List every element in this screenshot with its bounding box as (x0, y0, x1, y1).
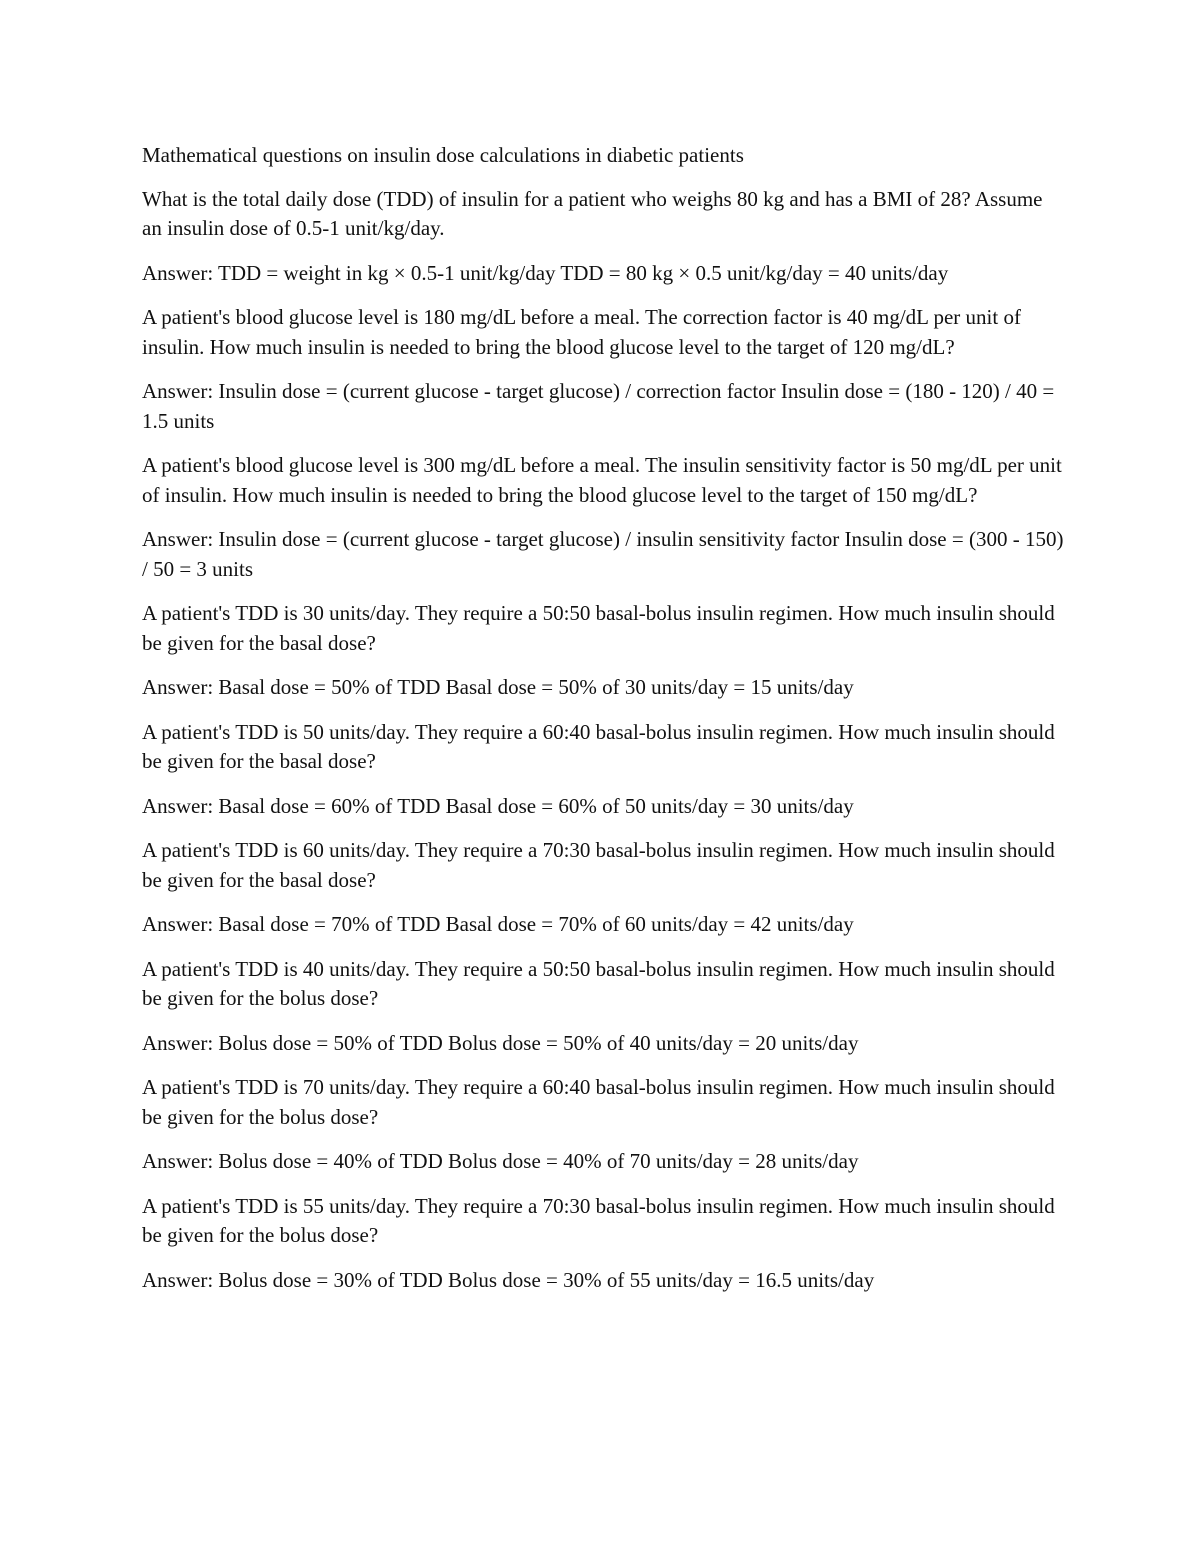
question-9: A patient's TDD is 55 units/day. They require a 70:30 basal-bolus insulin regimen. How much insulin should be given for the bolus dose? (142, 1193, 1055, 1247)
answer-1: Answer: TDD = weight in kg × 0.5-1 unit/kg/day TDD = 80 kg × 0.5 unit/kg/day = 40 units/day (142, 260, 949, 285)
answer-2: Answer: Insulin dose = (current glucose - target glucose) / correction factor Insulin dose = (180 - 120) / 40 = 1.5 units (142, 379, 1055, 433)
question-2: A patient's blood glucose level is 180 mg/dL before a meal. The correction factor is 40 mg/dL per unit of insulin. How much insulin is needed to bring the blood glucose level to the target of 120 mg/dL? (142, 305, 1021, 359)
answer-3: Answer: Insulin dose = (current glucose - target glucose) / insulin sensitivity factor Insulin dose = (300 - 150) / 50 = 3 units (142, 527, 1064, 581)
answer-7: Answer: Bolus dose = 50% of TDD Bolus dose = 50% of 40 units/day = 20 units/day (142, 1030, 859, 1055)
question-7: A patient's TDD is 40 units/day. They require a 50:50 basal-bolus insulin regimen. How much insulin should be given for the bolus dose? (142, 956, 1055, 1010)
answer-8: Answer: Bolus dose = 40% of TDD Bolus dose = 40% of 70 units/day = 28 units/day (142, 1149, 859, 1173)
question-4: A patient's TDD is 30 units/day. They require a 50:50 basal-bolus insulin regimen. How much insulin should be given for the basal dose? (142, 601, 1055, 655)
question-8: A patient's TDD is 70 units/day. They require a 60:40 basal-bolus insulin regimen. How much insulin should be given for the bolus dose? (142, 1075, 1055, 1129)
question-6: A patient's TDD is 60 units/day. They require a 70:30 basal-bolus insulin regimen. How much insulin should be given for the basal dose? (142, 838, 1055, 892)
answer-9: Answer: Bolus dose = 30% of TDD Bolus dose = 30% of 55 units/day = 16.5 units/day (142, 1267, 875, 1292)
document-title: Mathematical questions on insulin dose calculations in diabetic patients (142, 143, 744, 167)
question-3: A patient's blood glucose level is 300 mg/dL before a meal. The insulin sensitivity factor is 50 mg/dL per unit of insulin. How much insulin is needed to bring the blood glucose level to the target of 150 mg/dL? (142, 453, 1062, 507)
answer-4: Answer: Basal dose = 50% of TDD Basal dose = 50% of 30 units/day = 15 units/day (142, 675, 854, 699)
answer-5: Answer: Basal dose = 60% of TDD Basal dose = 60% of 50 units/day = 30 units/day (142, 793, 854, 818)
question-1: What is the total daily dose (TDD) of insulin for a patient who weighs 80 kg and has a BMI of 28? Assume an insulin dose of 0.5-1 unit/kg/day. (142, 186, 1043, 240)
document-page (142, 141, 1067, 1310)
question-5: A patient's TDD is 50 units/day. They require a 60:40 basal-bolus insulin regimen. How much insulin should be given for the basal dose? (142, 719, 1055, 773)
answer-6: Answer: Basal dose = 70% of TDD Basal dose = 70% of 60 units/day = 42 units/day (142, 912, 854, 936)
